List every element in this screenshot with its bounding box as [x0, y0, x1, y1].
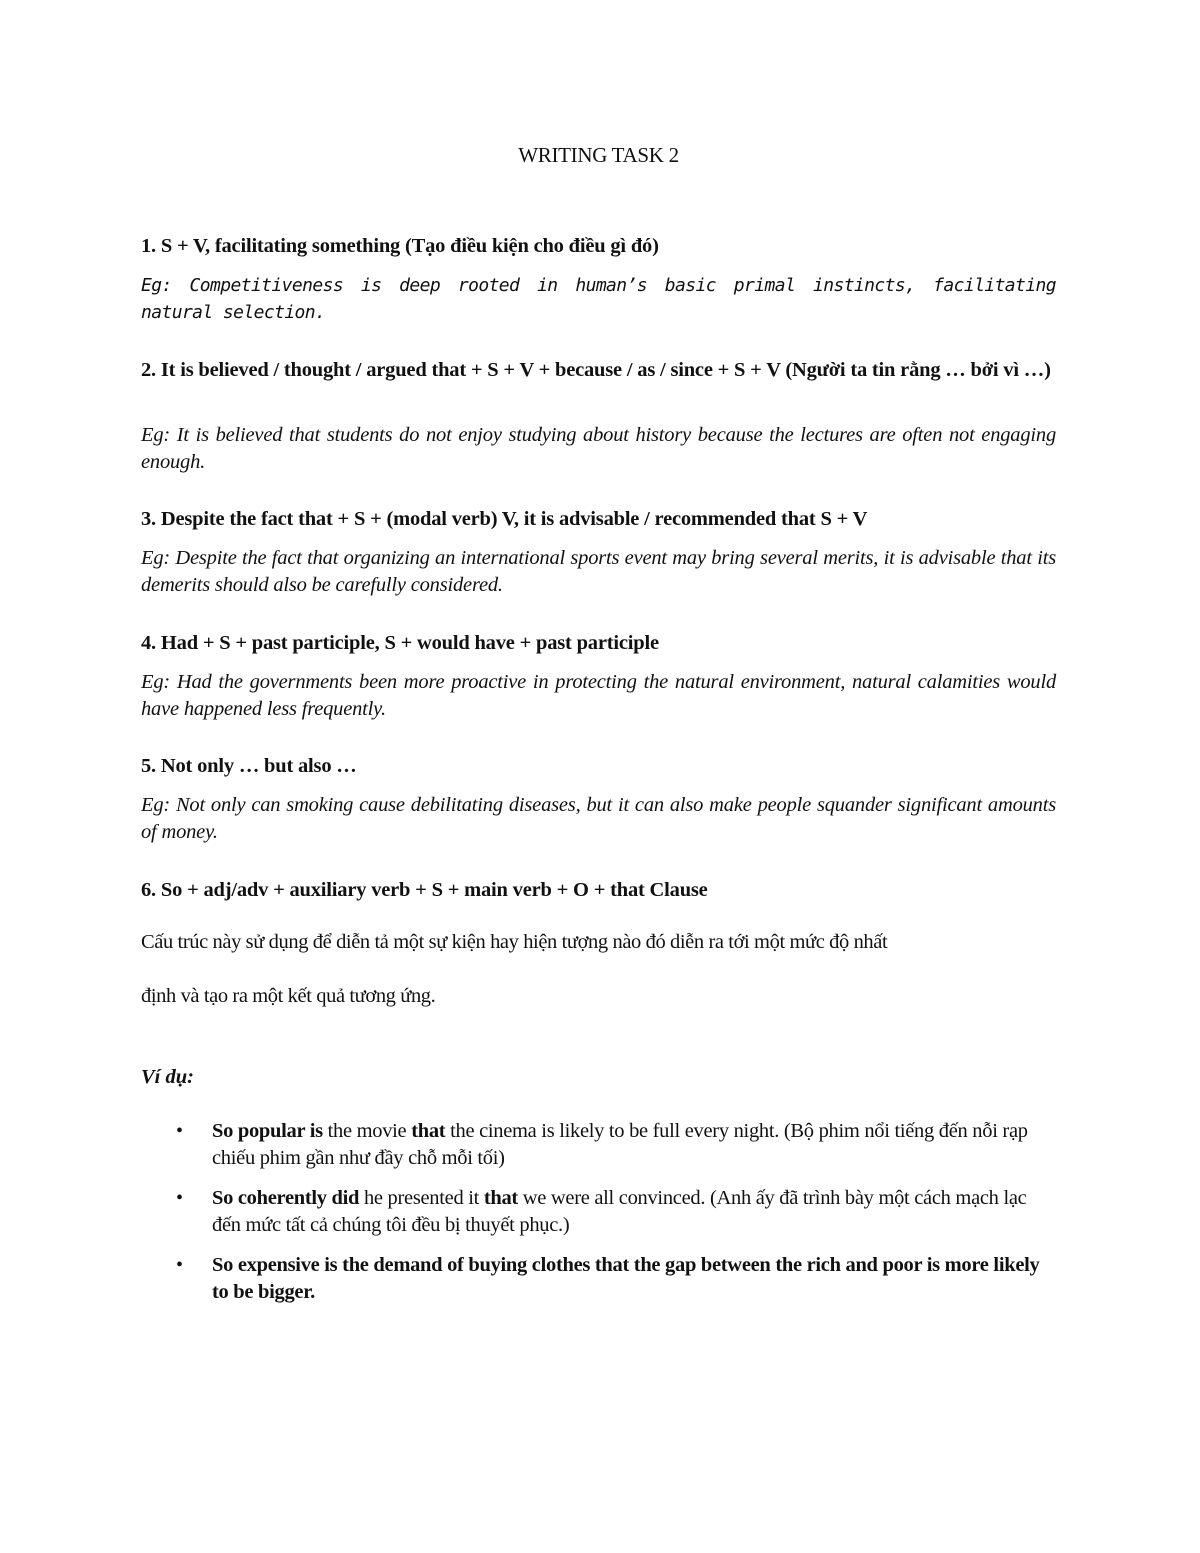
section-2-example: Eg: It is believed that students do not enjoy studying about history because the lectures are often not engaging enough.	[141, 424, 1056, 473]
bullet-icon: •	[176, 1187, 183, 1209]
section-5-example: Eg: Not only can smoking cause debilitating diseases, but it can also make people squander significant amounts of money.	[141, 794, 1056, 843]
examples-label: Ví dụ:	[141, 1066, 194, 1088]
section-3-heading: 3. Despite the fact that + S + (modal verb) V, it is advisable / recommended that S + V	[141, 508, 868, 530]
list-item	[141, 1118, 1056, 1172]
bullet-2-text-b: we were all convinced. (Anh ấy đã trình bày một cách mạch lạc đến mức tất cả chúng tôi đều bị thuyết phục.)	[212, 1187, 1027, 1236]
bullet-1-bold-that: that	[411, 1120, 446, 1142]
section-3-example: Eg: Despite the fact that organizing an international sports event may bring several merits, it is advisable that its demerits should also be carefully considered.	[141, 547, 1056, 596]
explanation-line-2: định và tạo ra một kết quả tương ứng.	[141, 985, 436, 1007]
list-item	[141, 1252, 1056, 1306]
bullet-2-text-a: he presented it	[359, 1187, 484, 1209]
example-list	[141, 1118, 1056, 1319]
bullet-2-bold-lead: So coherently did	[212, 1187, 360, 1209]
bullet-1-text-b: the cinema is likely to be full every night. (Bộ phim nổi tiếng đến nỗi rạp chiếu phim gần như đầy chỗ mỗi tối)	[212, 1120, 1028, 1169]
section-5-heading: 5. Not only … but also …	[141, 755, 357, 777]
bullet-2-bold-that: that	[483, 1187, 518, 1209]
bullet-3-text: So expensive is the demand of buying clothes that the gap between the rich and poor is more likely to be bigger.	[212, 1254, 1040, 1303]
section-6-heading: 6. So + adj/adv + auxiliary verb + S + main verb + O + that Clause	[141, 879, 708, 901]
bullet-1-text-a: the movie	[322, 1120, 412, 1142]
section-2-heading: 2. It is believed / thought / argued that + S + V + because / as / since + S + V (Người ta tin rằng … bởi vì …)	[141, 359, 1051, 381]
list-item	[141, 1185, 1056, 1239]
section-4-heading: 4. Had + S + past participle, S + would have + past participle	[141, 632, 659, 654]
bullet-icon: •	[176, 1120, 183, 1142]
section-1-heading: 1. S + V, facilitating something (Tạo điều kiện cho điều gì đó)	[141, 235, 659, 257]
bullet-icon: •	[176, 1254, 183, 1276]
explanation-line-1: Cấu trúc này sử dụng để diễn tả một sự kiện hay hiện tượng nào đó diễn ra tới một mức độ nhất	[141, 931, 888, 953]
document-title: WRITING TASK 2	[518, 143, 679, 167]
section-1-example: Eg: Competitiveness is deep rooted in human’s basic primal instincts, facilitating natural selection.	[141, 275, 1056, 323]
section-4-example: Eg: Had the governments been more proactive in protecting the natural environment, natural calamities would have happened less frequently.	[141, 671, 1056, 720]
bullet-1-bold-lead: So popular is	[212, 1120, 323, 1142]
